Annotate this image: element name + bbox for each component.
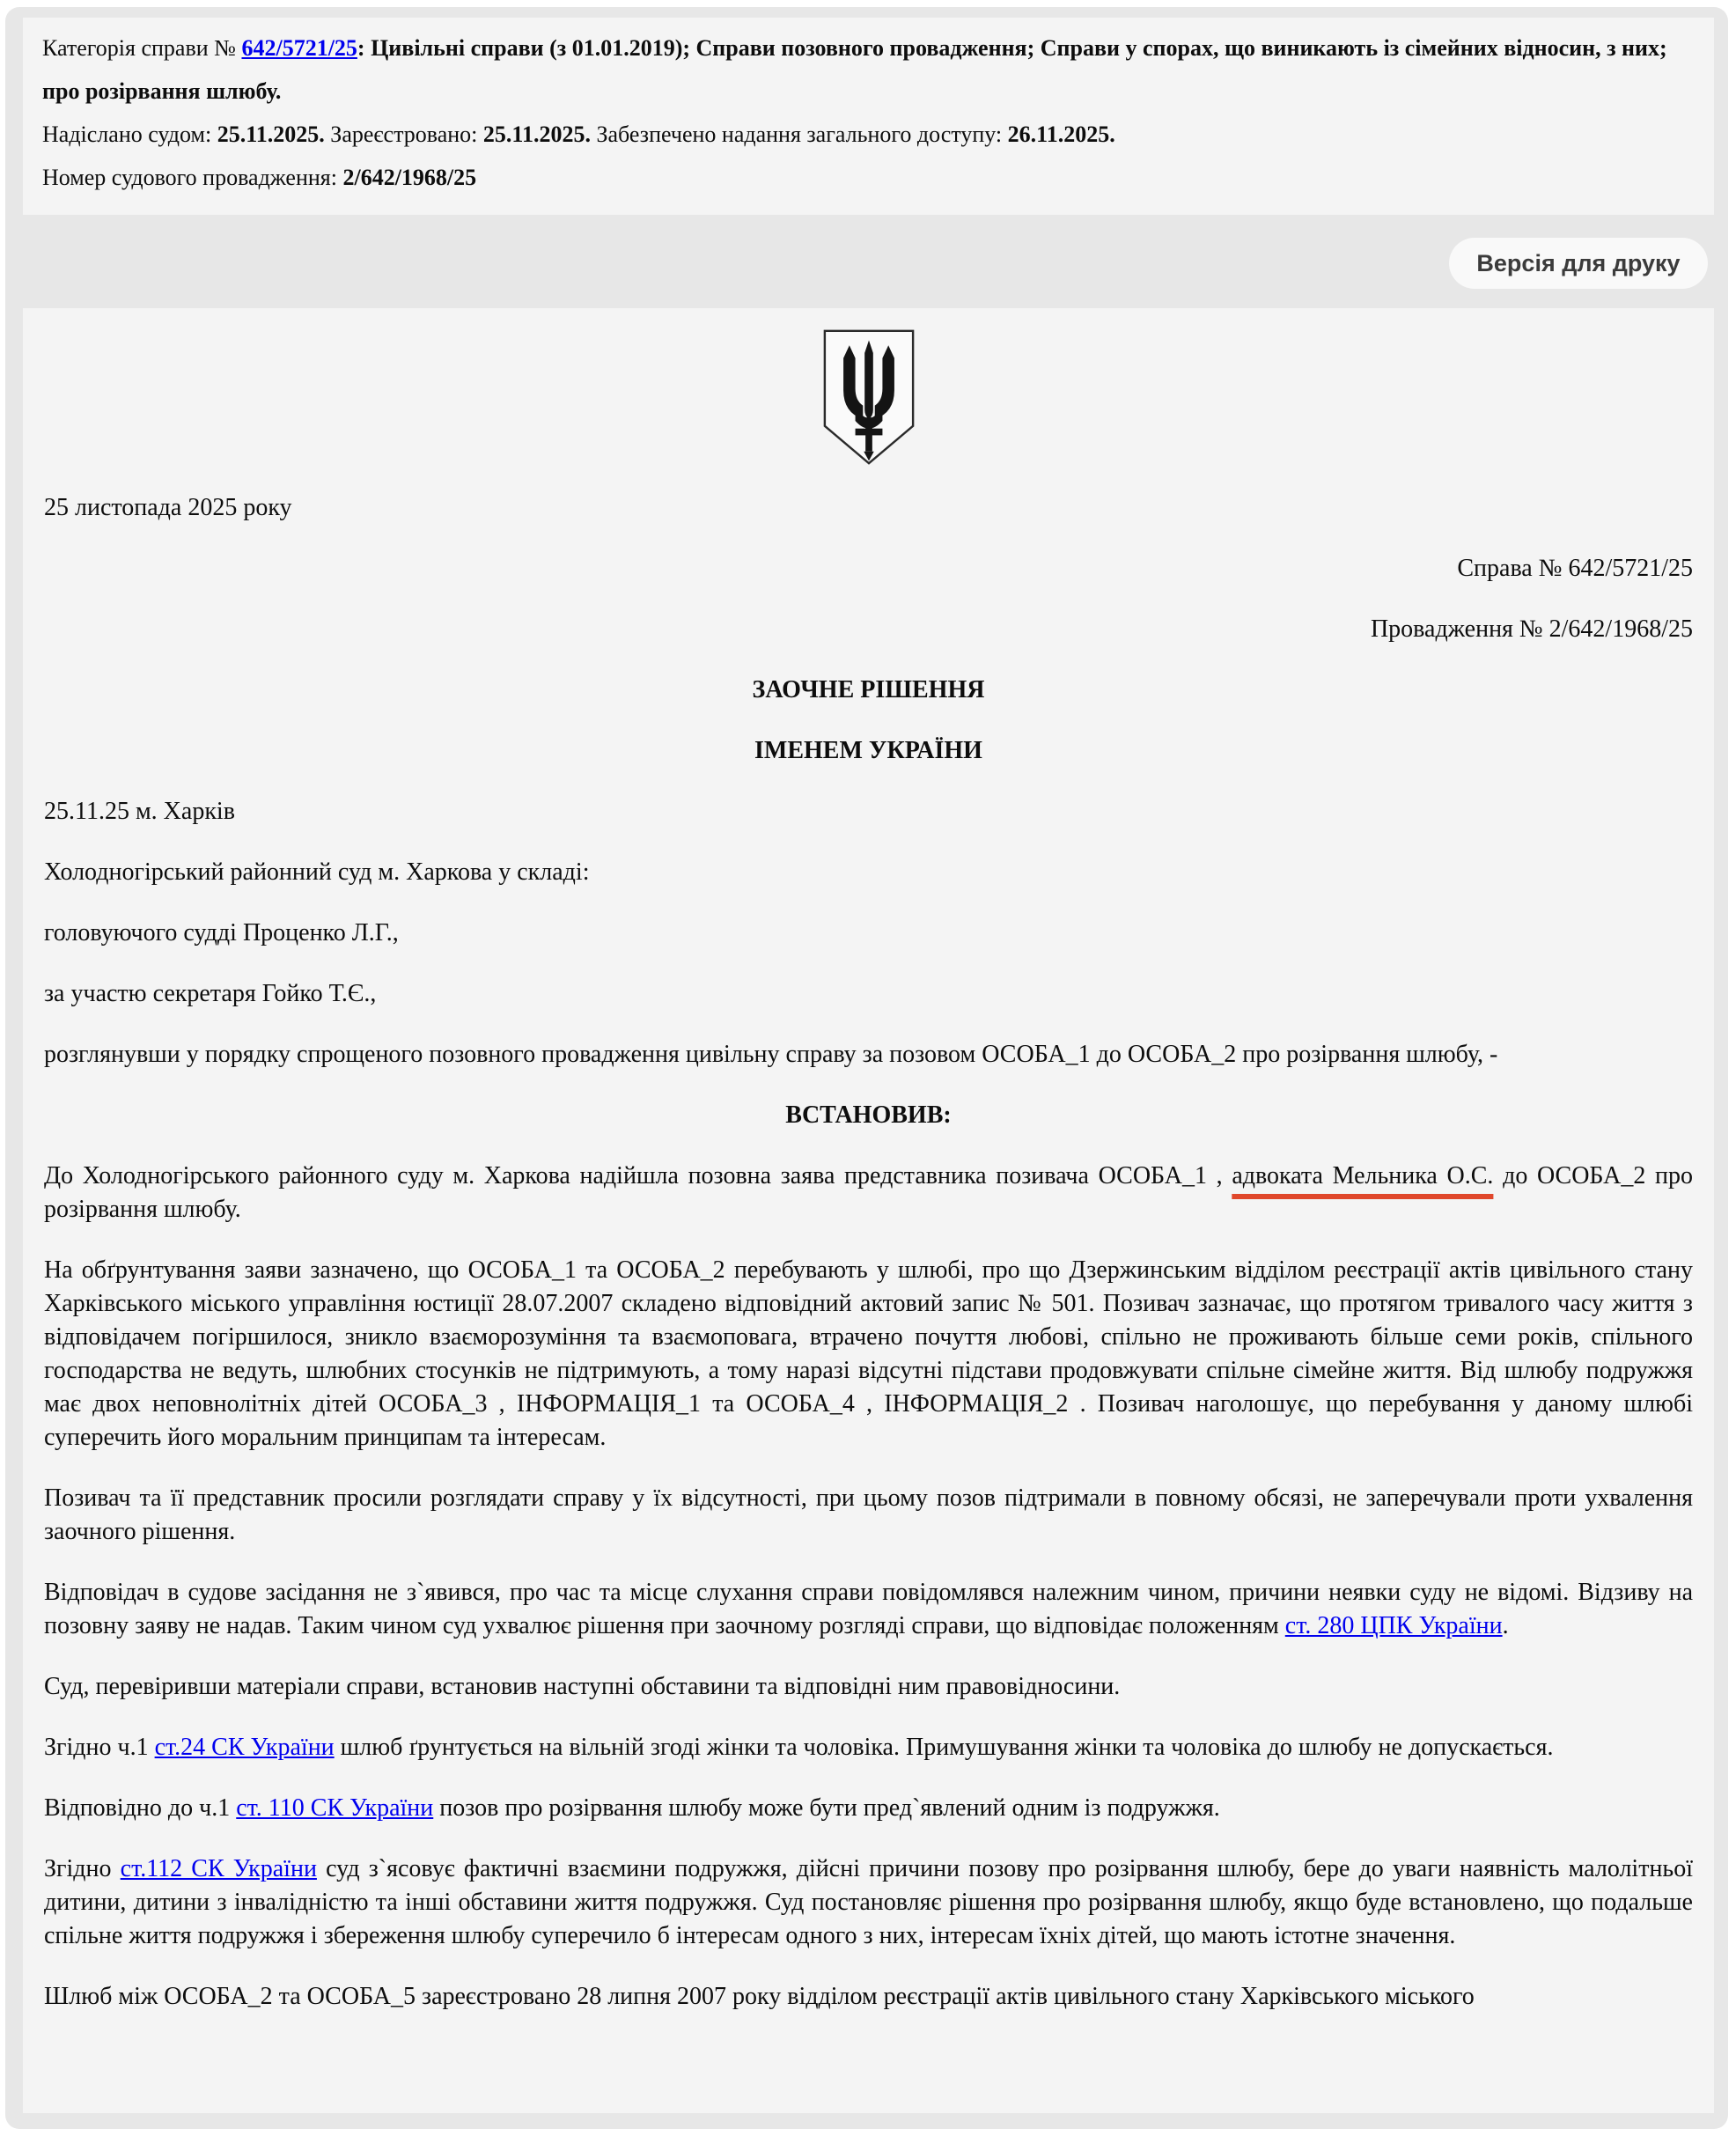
decision-document [23,308,1714,2113]
secretary-line: за участю секретаря Гойко Т.Є., [44,980,377,1007]
text-segment: суд з`ясовує фактичні взаємини подружжя, дійсні причини позову про розірвання шлюбу, бере до уваги наявність малолітньої дитини, дитини з інвалідністю та інші обставини життя подружжя. Суд постановляє рішення про розірвання шлюбу, якщо буде встановлено, що подальше спільне життя подружжя і збереження шлюбу суперечило б інтересам одного з них, інтересам їхніх дітей, що мають істотне значення. [44,1855,1693,1949]
text-segment: На обґрунтування заяви зазначено, що ОСОБА_1 та ОСОБА_2 перебувають у шлюбі, про що Дзержинським відділом реєстрації актів цивільного стану Харківського міського управління юстиції 28.07.2007 складено відповідний актовий запис № 501. Позивач зазначає, що протягом тривалого часу життя з відповідачем погіршилося, зникло взаєморозуміння та взаємоповага, втрачено почуття любові, спільно не проживають більше семи років, спільного господарства не ведуть, шлюбних стосунків не підтримують, а тому наразі відсутні підстави продовжувати спільне сімейне життя. Від шлюбу подружжя має двох неповнолітніх дітей ОСОБА_3 , ІНФОРМАЦІЯ_1 та ОСОБА_4 , ІНФОРМАЦІЯ_2 . Позивач наголошує, що перебування у даному шлюбі суперечить його моральним принципам та інтересам. [44,1256,1693,1451]
text-segment: : Цивільні справи (з 01.01.2019); Справи позовного провадження; Справи у спорах, що виникають із сімейних відносин, з них; про розірвання шлюбу. [42,35,1667,104]
text-segment: Відповідно до ч.1 [44,1794,237,1822]
body-paragraph [44,1792,1693,1825]
case-dates-line [42,113,1695,156]
text-segment: 25.11.2025. [482,122,591,147]
case-meta-panel [23,18,1714,215]
text-segment: Суд, перевіривши матеріали справи, встановив наступні обставини та відповідні ним правовідносини. [44,1673,1121,1700]
text-segment: Зареєстровано: [324,122,483,147]
text-segment: Згідно ч.1 [44,1734,155,1761]
red-underlined-text: адвоката Мельника О.С. [1232,1162,1494,1190]
text-segment: Відповідач в судове засідання не з`явився, про час та місце слухання справи повідомлявся належним чином, причини неявки суду не відомі. Відзиву на позовну заяву не надав. Таким чином суд ухвалює рішення при заочному розгляді справи, що відповідає положенням [44,1579,1693,1639]
text-segment: Категорія справи № [42,35,242,61]
decision-card [5,7,1728,2129]
print-version-button[interactable]: Версія для друку [1449,238,1708,289]
text-segment: 2/642/1968/25 [342,165,477,190]
date-place-line: 25.11.25 м. Харків [44,798,235,825]
established-heading: ВСТАНОВИВ: [785,1101,952,1129]
text-segment: до ОСОБА_2 про розірвання шлюбу. [44,1162,1694,1223]
text-segment: 26.11.2025. [1007,122,1115,147]
case-number-line: Справа № 642/5721/25 [1457,555,1693,582]
text-segment: До Холодногірського районного суду м. Харкова надійшла позовна заява представника позивача ОСОБА_1 , [44,1162,1232,1190]
text-segment: 25.11.2025. [217,122,325,147]
inline-link[interactable]: ст.112 СК України [120,1855,317,1882]
inline-link[interactable]: ст. 280 ЦПК України [1284,1612,1503,1639]
decision-subtitle: ІМЕНЕМ УКРАЇНИ [754,737,982,764]
body-paragraph [44,1852,1693,1953]
court-composition-line: Холодногірський районний суд м. Харкова у складі: [44,858,590,886]
text-segment: шлюб ґрунтується на вільній згоді жінки та чоловіка. Примушування жінки та чоловіка до шлюбу не допускається. [334,1734,1554,1761]
text-segment: . [1502,1612,1509,1639]
case-review-line: розглянувши у порядку спрощеного позовного провадження цивільну справу за позовом ОСОБА_1 до ОСОБА_2 про розірвання шлюбу, - [44,1041,1498,1068]
inline-link[interactable]: ст.24 СК України [154,1734,335,1761]
body-paragraph [44,1670,1693,1704]
body-paragraph [44,1980,1693,2014]
text-segment: Номер судового провадження: [42,165,343,190]
text-segment: позов про розірвання шлюбу може бути пред`явлений одним із подружжя. [433,1794,1220,1822]
text-segment: Згідно [44,1855,121,1882]
text-segment: Забезпечено надання загального доступу: [590,122,1008,147]
decision-title: ЗАОЧНЕ РІШЕННЯ [752,676,985,703]
body-paragraph [44,1731,1693,1764]
case-category-line [42,26,1695,113]
proceeding-number-line: Провадження № 2/642/1968/25 [1370,615,1693,643]
text-segment: Позивач та її представник просили розглядати справу у їх відсутності, при цьому позов підтримали в повному обсязі, не заперечували проти ухвалення заочного рішення. [44,1484,1693,1545]
inline-link[interactable]: ст. 110 СК України [236,1794,434,1822]
body-paragraph [44,1576,1693,1643]
decision-date-line: 25 листопада 2025 року [44,494,292,521]
body-paragraph [44,1254,1693,1455]
inline-link[interactable]: 642/5721/25 [241,35,357,61]
body-paragraph [44,1482,1693,1549]
judge-line: головуючого судді Проценко Л.Г., [44,919,399,946]
coat-of-arms-ukraine-icon [818,328,920,468]
body-paragraph [44,1160,1693,1226]
text-segment: Надіслано судом: [42,122,217,147]
case-proceeding-number-line [42,156,1695,199]
text-segment: Шлюб між ОСОБА_2 та ОСОБА_5 зареєстровано 28 липня 2007 року відділом реєстрації актів цивільного стану Харківського міського [44,1983,1475,2010]
